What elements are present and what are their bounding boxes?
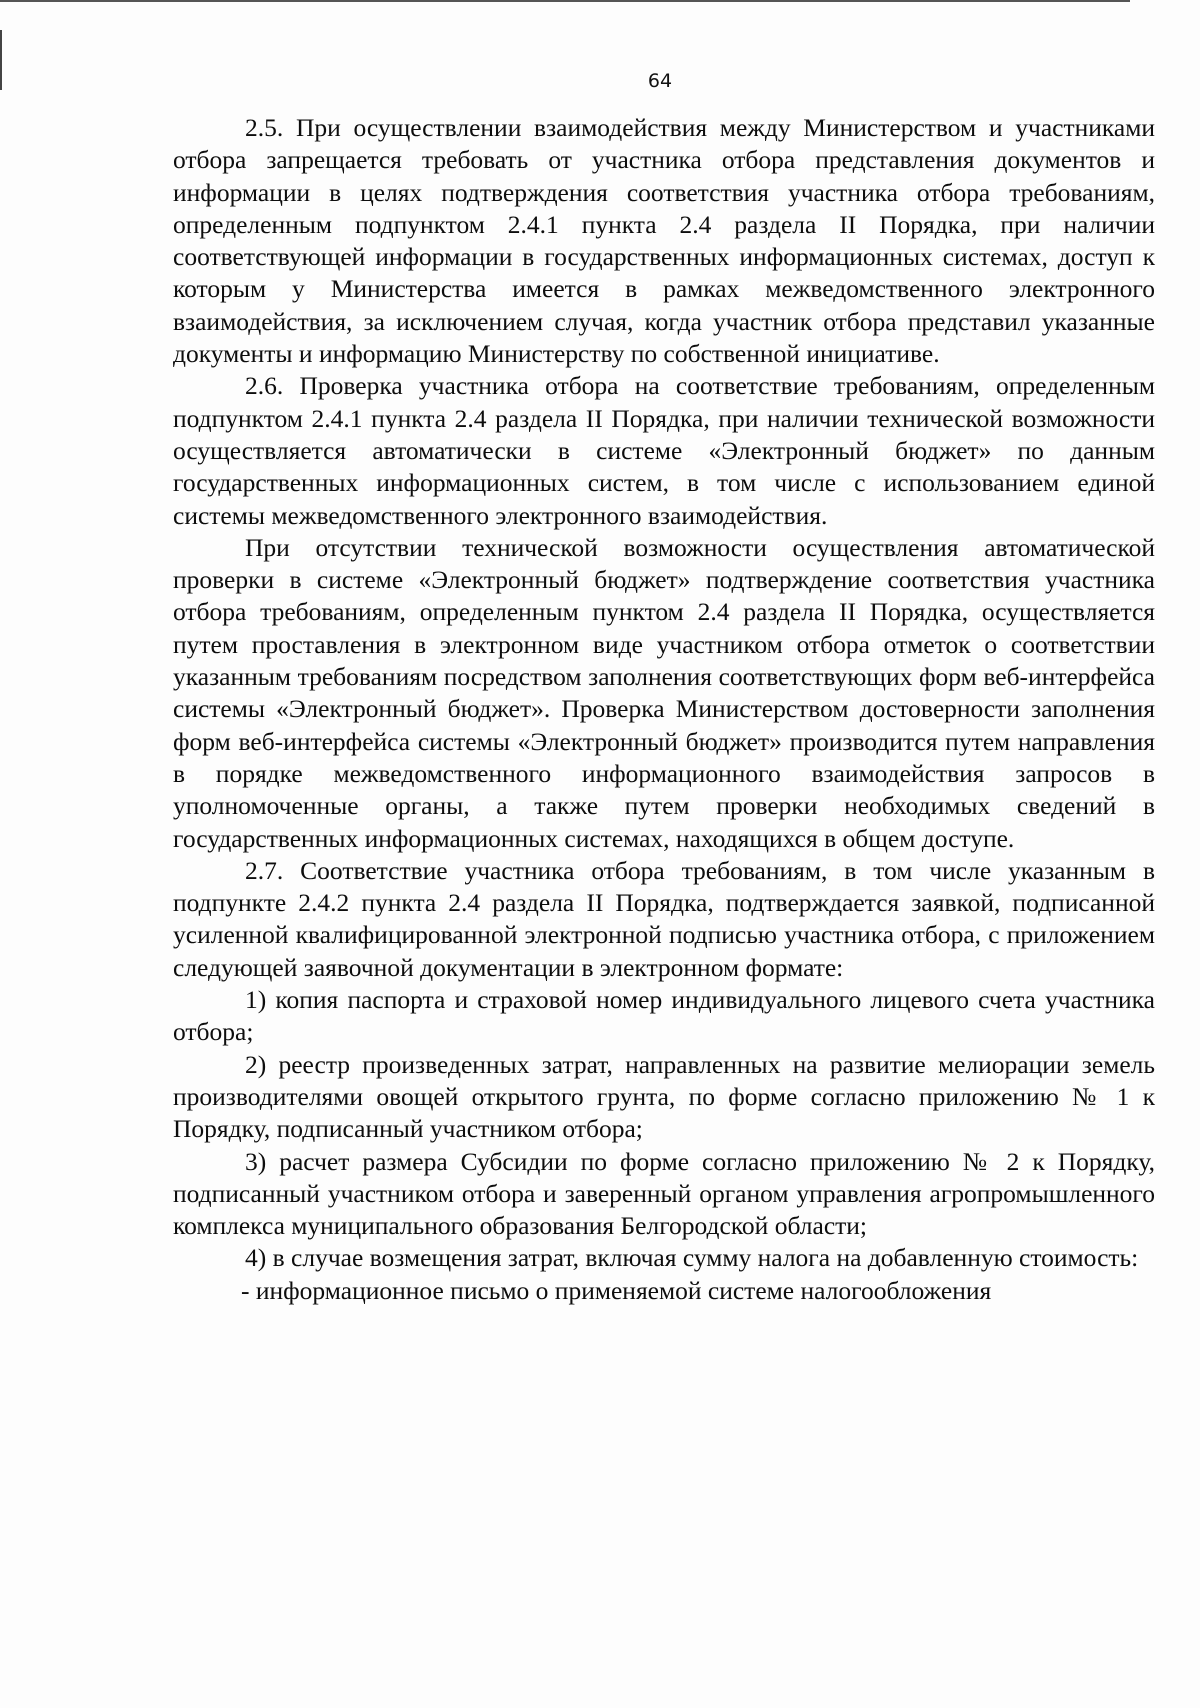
list-item-4: 4) в случае возмещения затрат, включая сумму налога на добавленную стоимость: <box>245 1243 1139 1273</box>
paragraph-2-5: 2.5. При осуществлении взаимодействия между Министерством и участниками отбора запрещается требовать от участника отбора представления документов и информации в целях подтверждения соответствия участника отбора требованиям, определенным подпунктом 2.4.1 пункта 2.4 раздела II Порядка, при наличии соответствующей информации в государственных информационных системах, доступ к которым у Министерства имеется в рамках межведомственного электронного взаимодействия, за исключением случая, когда участник отбора представил указанные документы и информацию Министерству по собственной инициативе. <box>173 113 1155 369</box>
top-scan-edge <box>0 0 1130 2</box>
paragraph-2-6: 2.6. Проверка участника отбора на соответствие требованиям, определенным подпунктом 2.4.1 пункта 2.4 раздела II Порядка, при наличии технической возможности осуществляется автоматически в системе «Электронный бюджет» по данным государственных информационных систем, в том числе с использованием единой системы межведомственного электронного взаимодействия. <box>173 371 1155 530</box>
document-body <box>173 112 1155 1307</box>
list-item-3: 3) расчет размера Субсидии по форме согласно приложению № 2 к Порядку, подписанный участником отбора и заверенный органом управления агропромышленного комплекса муниципального образования Белгородской области; <box>173 1146 1155 1241</box>
dash-item-info-letter: - информационное письмо о применяемой системе налогообложения <box>241 1275 992 1305</box>
paragraph-no-technical-possibility: При отсутствии технической возможности осуществления автоматической проверки в системе «Электронный бюджет» подтверждение соответствия участника отбора требованиям, определенным пунктом 2.4 раздела II Порядка, осуществляется путем проставления в электронном виде участником отбора отметок о соответствии указанным требованиям посредством заполнения соответствующих форм веб-интерфейса системы «Электронный бюджет». Проверка Министерством достоверности заполнения форм веб-интерфейса системы «Электронный бюджет» производится путем направления в порядке межведомственного информационного взаимодействия запросов в уполномоченные органы, а также путем проверки необходимых сведений в государственных информационных системах, находящихся в общем доступе. <box>173 532 1155 853</box>
list-item-1: 1) копия паспорта и страховой номер индивидуального лицевого счета участника отбора; <box>173 985 1155 1047</box>
list-item-2: 2) реестр произведенных затрат, направленных на развитие мелиорации земель производителями овощей открытого грунта, по форме согласно приложению № 1 к Порядку, подписанный участником отбора; <box>173 1049 1155 1144</box>
page-number: 64 <box>647 70 673 92</box>
paragraph-2-7: 2.7. Соответствие участника отбора требованиям, в том числе указанным в подпункте 2.4.2 пункта 2.4 раздела II Порядка, подтверждается заявкой, подписанной усиленной квалифицированной электронной подписью участника отбора, с приложением следующей заявочной документации в электронном формате: <box>173 855 1155 982</box>
